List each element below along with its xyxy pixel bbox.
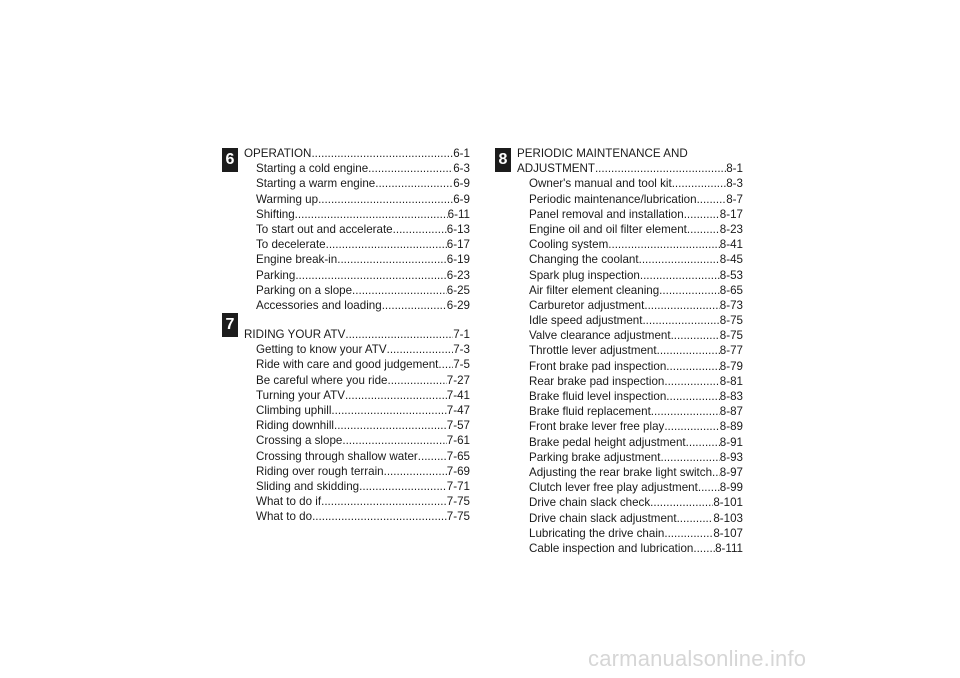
toc-entry[interactable] bbox=[244, 509, 470, 524]
toc-entry-text: To start out and accelerate bbox=[256, 222, 393, 236]
toc-entry-text: Air filter element cleaning bbox=[529, 283, 660, 297]
leader-dots bbox=[345, 327, 453, 342]
toc-entry[interactable] bbox=[517, 541, 743, 556]
toc-entry[interactable] bbox=[244, 357, 470, 372]
leader-dots bbox=[640, 268, 720, 283]
toc-entry[interactable] bbox=[244, 342, 470, 357]
toc-page-number: 8-7 bbox=[726, 192, 743, 206]
toc-page-number: 7-61 bbox=[446, 434, 470, 448]
toc-entry-text: Periodic maintenance/lubrication bbox=[529, 192, 697, 206]
toc-page-number: 6-9 bbox=[453, 177, 470, 191]
toc-entry-text: Rear brake pad inspection bbox=[529, 374, 665, 388]
leader-dots bbox=[359, 479, 447, 494]
toc-entry-text: Parking bbox=[256, 268, 296, 282]
toc-left-column bbox=[244, 146, 470, 525]
toc-right-column bbox=[517, 146, 743, 556]
toc-page-number: 6-19 bbox=[446, 253, 470, 267]
chapter-tab-label: 7 bbox=[225, 316, 235, 333]
toc-entry-text: Brake pedal height adjustment bbox=[529, 435, 686, 449]
toc-entry[interactable] bbox=[244, 479, 470, 494]
toc-section bbox=[244, 327, 470, 524]
toc-page-number: 7-71 bbox=[446, 479, 470, 493]
toc-page-number: 7-65 bbox=[446, 449, 470, 463]
leader-dots bbox=[672, 176, 727, 191]
toc-entry-text: Crossing through shallow water bbox=[256, 449, 418, 463]
toc-page-number: 8-107 bbox=[713, 526, 743, 540]
toc-entry[interactable] bbox=[244, 207, 470, 222]
toc-entry-text: Starting a cold engine bbox=[256, 162, 369, 176]
leader-dots bbox=[337, 252, 447, 267]
leader-dots bbox=[438, 357, 453, 372]
toc-entry-text: Turning your ATV bbox=[256, 388, 345, 402]
leader-dots bbox=[664, 419, 719, 434]
toc-entry[interactable] bbox=[517, 450, 743, 465]
toc-entry-text: OPERATION bbox=[244, 147, 312, 160]
toc-page-number: 8-17 bbox=[719, 207, 743, 221]
toc-section bbox=[244, 146, 470, 313]
watermark-text: carmanualsonline.info bbox=[588, 646, 807, 671]
chapter-tab-7 bbox=[222, 313, 238, 337]
leader-dots bbox=[387, 342, 454, 357]
toc-entry-text: What to do if bbox=[256, 495, 322, 509]
toc-page-number: 7-5 bbox=[453, 358, 470, 372]
toc-page-number: 7-75 bbox=[446, 495, 470, 509]
toc-page-number: 6-9 bbox=[453, 192, 470, 206]
chapter-tab-label: 6 bbox=[225, 151, 235, 168]
toc-page-number: 7-75 bbox=[446, 510, 470, 524]
toc-page-number: 8-89 bbox=[719, 420, 743, 434]
toc-page-number: 8-53 bbox=[719, 268, 743, 282]
toc-entry[interactable] bbox=[244, 161, 470, 176]
leader-dots bbox=[318, 192, 453, 207]
toc-chapter-heading[interactable] bbox=[244, 146, 470, 161]
toc-heading-text: ADJUSTMENT bbox=[517, 162, 595, 176]
toc-entry[interactable] bbox=[517, 343, 743, 358]
toc-page-number: 6-29 bbox=[446, 298, 470, 312]
toc-entry-text: What to do bbox=[256, 510, 313, 524]
leader-dots bbox=[671, 328, 720, 343]
toc-entry-text: Be careful where you ride bbox=[256, 373, 388, 387]
toc-entry[interactable] bbox=[244, 222, 470, 237]
toc-page-number: 8-75 bbox=[719, 329, 743, 343]
leader-dots bbox=[677, 511, 714, 526]
toc-entry-text: Throttle lever adjustment bbox=[529, 344, 657, 358]
toc-entry[interactable] bbox=[517, 404, 743, 419]
toc-entry[interactable] bbox=[244, 418, 470, 433]
leader-dots bbox=[321, 494, 447, 509]
toc-entry[interactable] bbox=[517, 207, 743, 222]
toc-entry[interactable] bbox=[244, 192, 470, 207]
leader-dots bbox=[650, 495, 713, 510]
leader-dots bbox=[382, 298, 447, 313]
toc-page-number: 6-11 bbox=[447, 207, 470, 221]
leader-dots bbox=[697, 192, 727, 207]
toc-entry[interactable] bbox=[244, 176, 470, 191]
toc-page-number: 7-57 bbox=[446, 419, 470, 433]
toc-entry-text: Climbing uphill bbox=[256, 404, 332, 417]
leader-dots bbox=[712, 465, 720, 480]
toc-page-number: 6-13 bbox=[446, 222, 470, 236]
toc-entry-text: Front brake pad inspection bbox=[529, 359, 667, 373]
leader-dots bbox=[686, 435, 720, 450]
toc-entry[interactable] bbox=[517, 328, 743, 343]
leader-dots bbox=[375, 176, 453, 191]
toc-entry-text: Riding over rough terrain bbox=[256, 464, 384, 478]
toc-entry-text: Carburetor adjustment bbox=[529, 298, 645, 312]
leader-dots bbox=[659, 283, 720, 298]
toc-page-number: 8-91 bbox=[719, 435, 743, 449]
toc-page-number: 8-65 bbox=[719, 283, 743, 297]
toc-heading-line1: PERIODIC MAINTENANCE AND bbox=[517, 147, 688, 160]
toc-entry-text: Drive chain slack adjustment bbox=[529, 511, 677, 525]
toc-page-number: 6-17 bbox=[446, 238, 470, 252]
leader-dots bbox=[387, 373, 446, 388]
leader-dots bbox=[342, 433, 446, 448]
toc-page-number: 8-101 bbox=[713, 496, 743, 510]
leader-dots bbox=[666, 359, 720, 374]
toc-page-number: 6-1 bbox=[453, 147, 470, 160]
chapter-tab-6 bbox=[222, 148, 238, 172]
leader-dots bbox=[608, 237, 720, 252]
toc-entry[interactable] bbox=[244, 298, 470, 313]
toc-entry[interactable] bbox=[517, 511, 743, 526]
leader-dots bbox=[639, 252, 720, 267]
leader-dots bbox=[660, 450, 719, 465]
toc-entry-text: Parking brake adjustment bbox=[529, 450, 661, 464]
leader-dots bbox=[311, 146, 453, 161]
leader-dots bbox=[345, 388, 447, 403]
toc-entry[interactable] bbox=[244, 237, 470, 252]
toc-page-number: 8-23 bbox=[719, 222, 743, 236]
toc-entry-text: Getting to know your ATV bbox=[256, 343, 387, 357]
toc-entry[interactable] bbox=[244, 464, 470, 479]
toc-page-number: 8-1 bbox=[726, 162, 743, 176]
leader-dots bbox=[295, 207, 448, 222]
toc-page-number: 7-3 bbox=[453, 343, 470, 357]
leader-dots bbox=[698, 480, 720, 495]
toc-page-number: 7-41 bbox=[446, 388, 470, 402]
toc-entry-text: Engine oil and oil filter element bbox=[529, 222, 687, 236]
toc-page-number: 6-25 bbox=[446, 283, 470, 297]
toc-entry[interactable] bbox=[244, 403, 470, 418]
toc-page-number: 8-99 bbox=[719, 481, 743, 495]
toc-entry[interactable] bbox=[244, 268, 470, 283]
toc-entry-text: Accessories and loading bbox=[256, 298, 382, 312]
toc-entry[interactable] bbox=[517, 283, 743, 298]
leader-dots bbox=[393, 222, 447, 237]
toc-entry[interactable] bbox=[517, 435, 743, 450]
toc-entry[interactable] bbox=[517, 298, 743, 313]
toc-page-number: 7-47 bbox=[446, 404, 470, 417]
toc-entry[interactable] bbox=[244, 433, 470, 448]
leader-dots bbox=[666, 389, 720, 404]
toc-page-number: 8-77 bbox=[719, 344, 743, 358]
leader-dots bbox=[664, 374, 719, 389]
toc-page-number: 8-93 bbox=[719, 450, 743, 464]
toc-entry-text: Clutch lever free play adjustment bbox=[529, 481, 698, 495]
toc-entry[interactable] bbox=[517, 222, 743, 237]
toc-page-number: 8-41 bbox=[719, 238, 743, 252]
toc-entry-text: Ride with care and good judgement bbox=[256, 358, 439, 372]
toc-entry-text: Cable inspection and lubrication bbox=[529, 541, 694, 555]
leader-dots bbox=[684, 207, 720, 222]
leader-dots bbox=[644, 298, 719, 313]
toc-page-number: 7-69 bbox=[446, 464, 470, 478]
toc-entry-text: Cooling system bbox=[529, 238, 609, 252]
toc-page-number: 8-45 bbox=[719, 253, 743, 267]
toc-entry-text: Drive chain slack check bbox=[529, 496, 651, 510]
toc-entry[interactable] bbox=[517, 192, 743, 207]
toc-entry-text: Starting a warm engine bbox=[256, 177, 376, 191]
toc-page-number: 8-83 bbox=[719, 390, 743, 403]
toc-entry-text: Crossing a slope bbox=[256, 434, 343, 448]
toc-entry[interactable] bbox=[517, 526, 743, 541]
leader-dots bbox=[384, 464, 447, 479]
leader-dots bbox=[334, 418, 447, 433]
toc-entry-text: Valve clearance adjustment bbox=[529, 329, 671, 343]
toc-entry[interactable] bbox=[517, 419, 743, 434]
leader-dots bbox=[312, 509, 447, 524]
toc-entry[interactable] bbox=[517, 359, 743, 374]
toc-entry-text: Engine break-in bbox=[256, 253, 338, 267]
toc-entry[interactable] bbox=[244, 449, 470, 464]
leader-dots bbox=[326, 237, 447, 252]
leader-dots bbox=[595, 161, 726, 176]
toc-page-number: 8-3 bbox=[726, 177, 743, 191]
toc-page-number: 8-79 bbox=[719, 359, 743, 373]
toc-entry[interactable] bbox=[517, 480, 743, 495]
toc-page-number: 8-111 bbox=[715, 541, 743, 555]
toc-entry[interactable] bbox=[517, 374, 743, 389]
leader-dots bbox=[418, 449, 447, 464]
toc-entry-text: Sliding and skidding bbox=[256, 479, 360, 493]
toc-page-number: 8-75 bbox=[719, 314, 743, 328]
leader-dots bbox=[295, 268, 446, 283]
toc-entry-text: Warming up bbox=[256, 192, 319, 206]
toc-page-number: 6-3 bbox=[453, 162, 470, 176]
leader-dots bbox=[331, 403, 446, 418]
toc-entry-text: Front brake lever free play bbox=[529, 420, 665, 434]
toc-entry[interactable] bbox=[244, 388, 470, 403]
leader-dots bbox=[664, 526, 713, 541]
toc-entry[interactable] bbox=[244, 373, 470, 388]
toc-entry[interactable] bbox=[517, 389, 743, 404]
toc-chapter-heading[interactable] bbox=[244, 327, 470, 342]
toc-page-number: 8-73 bbox=[719, 298, 743, 312]
toc-page-number: 8-87 bbox=[719, 405, 743, 419]
toc-entry[interactable] bbox=[244, 283, 470, 298]
leader-dots bbox=[352, 283, 447, 298]
chapter-tab-label: 8 bbox=[498, 151, 508, 168]
toc-page-number: 8-81 bbox=[719, 374, 743, 388]
toc-entry-text: Changing the coolant bbox=[529, 253, 639, 267]
toc-entry-text: Lubricating the drive chain bbox=[529, 526, 665, 540]
toc-entry[interactable] bbox=[517, 495, 743, 510]
toc-entry-text: Spark plug inspection bbox=[529, 268, 640, 282]
toc-entry[interactable] bbox=[517, 268, 743, 283]
toc-entry-text: Owner's manual and tool kit bbox=[529, 177, 672, 191]
toc-entry-text: Panel removal and installation bbox=[529, 207, 684, 221]
toc-entry[interactable] bbox=[517, 237, 743, 252]
toc-entry[interactable] bbox=[517, 313, 743, 328]
toc-entry-text: To decelerate bbox=[256, 238, 326, 252]
toc-entry[interactable] bbox=[244, 494, 470, 509]
leader-dots bbox=[651, 404, 720, 419]
toc-page-number: 6-23 bbox=[446, 268, 470, 282]
toc-page-number: 7-27 bbox=[446, 373, 470, 387]
toc-entry-text: Parking on a slope bbox=[256, 283, 353, 297]
leader-dots bbox=[693, 541, 715, 556]
toc-entry[interactable] bbox=[244, 252, 470, 267]
toc-entry-text: Riding downhill bbox=[256, 419, 334, 433]
leader-dots bbox=[657, 343, 720, 358]
toc-entry-text: RIDING YOUR ATV bbox=[244, 328, 346, 342]
leader-dots bbox=[368, 161, 453, 176]
toc-entry-text: Brake fluid level inspection bbox=[529, 390, 667, 403]
toc-entry-text: Adjusting the rear brake light switch bbox=[529, 465, 713, 479]
toc-entry[interactable] bbox=[517, 176, 743, 191]
toc-page-number: 8-97 bbox=[719, 465, 743, 479]
toc-entry-text: Brake fluid replacement bbox=[529, 405, 651, 419]
toc-page-number: 7-1 bbox=[453, 328, 470, 342]
toc-page-number: 8-103 bbox=[713, 511, 743, 525]
leader-dots bbox=[687, 222, 720, 237]
toc-heading-line2[interactable] bbox=[517, 161, 743, 176]
leader-dots bbox=[642, 313, 719, 328]
toc-entry[interactable] bbox=[517, 252, 743, 267]
toc-entry-text: Shifting bbox=[256, 207, 295, 221]
toc-entry[interactable] bbox=[517, 465, 743, 480]
chapter-tab-8 bbox=[495, 148, 511, 172]
toc-entry-text: Idle speed adjustment bbox=[529, 314, 643, 328]
